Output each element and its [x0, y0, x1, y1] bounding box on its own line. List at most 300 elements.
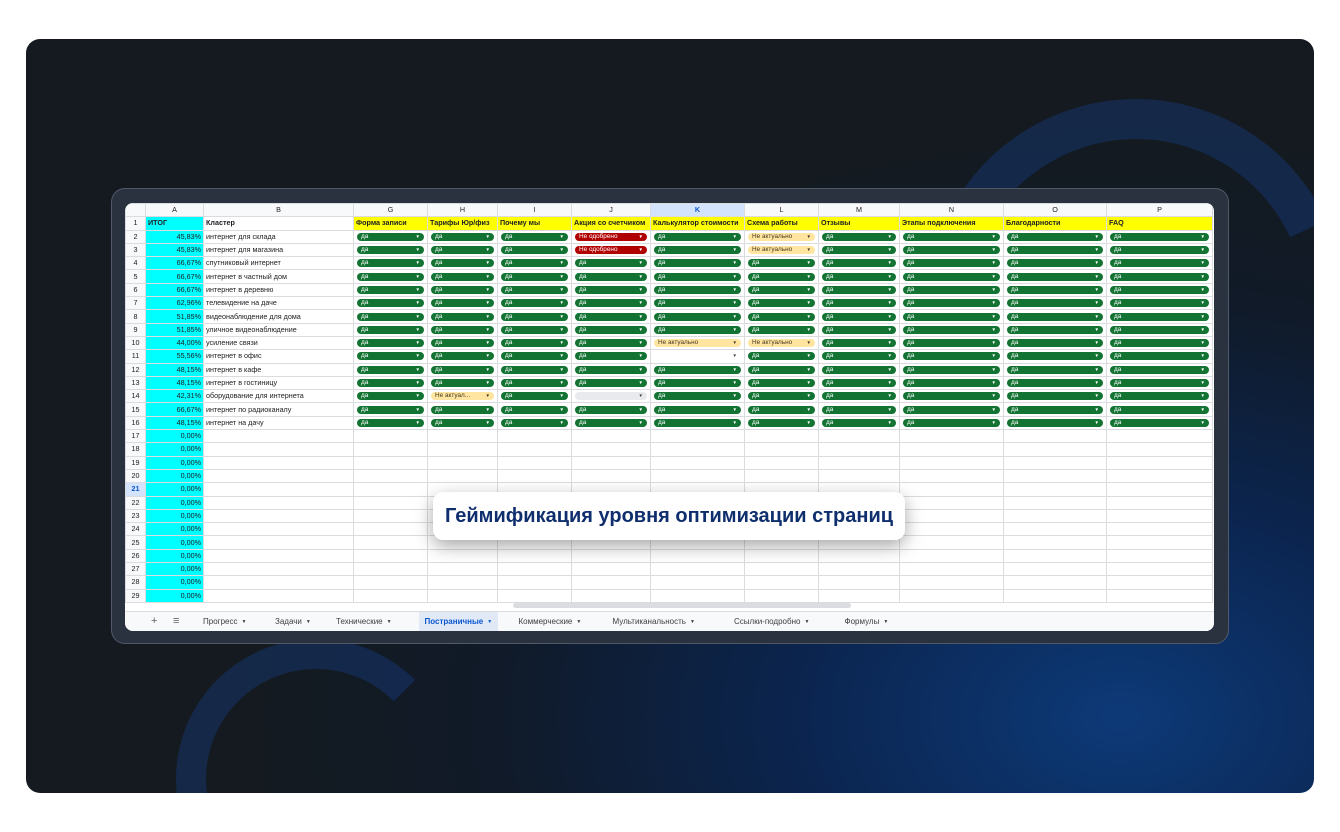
status-chip-yes[interactable]: да ▼ — [654, 406, 741, 414]
status-cell[interactable] — [498, 456, 572, 469]
status-chip-yes[interactable]: да ▼ — [654, 299, 741, 307]
status-cell[interactable] — [819, 416, 900, 429]
status-cell[interactable] — [745, 416, 819, 429]
status-cell[interactable] — [498, 390, 572, 403]
status-cell[interactable] — [498, 403, 572, 416]
status-chip-yes[interactable]: да ▼ — [431, 419, 494, 427]
status-cell[interactable] — [819, 589, 900, 602]
status-cell[interactable] — [900, 496, 1004, 509]
status-cell[interactable] — [354, 403, 428, 416]
status-chip-yes[interactable]: да ▼ — [575, 259, 647, 267]
status-chip-yes[interactable]: да ▼ — [1110, 233, 1209, 241]
status-cell[interactable] — [428, 416, 498, 429]
status-chip-yes[interactable]: да ▼ — [654, 326, 741, 334]
status-chip-yes[interactable]: да ▼ — [431, 352, 494, 360]
status-cell[interactable] — [900, 390, 1004, 403]
status-chip-yes[interactable]: да ▼ — [1007, 352, 1103, 360]
status-cell[interactable] — [1004, 483, 1107, 496]
status-cell[interactable] — [745, 297, 819, 310]
status-cell[interactable] — [572, 430, 651, 443]
status-cell[interactable] — [819, 430, 900, 443]
column-header-j[interactable]: J — [572, 204, 651, 217]
status-cell[interactable] — [819, 243, 900, 256]
status-cell[interactable] — [1004, 563, 1107, 576]
itog-cell[interactable]: 66,67% — [146, 257, 204, 270]
cluster-cell[interactable]: интернет для склада — [204, 230, 354, 243]
row-number[interactable]: 13 — [126, 376, 146, 389]
status-cell[interactable] — [651, 430, 745, 443]
status-cell[interactable] — [651, 469, 745, 482]
status-cell[interactable] — [354, 243, 428, 256]
status-chip-yes[interactable]: да ▼ — [1110, 246, 1209, 254]
status-chip-yes[interactable]: да ▼ — [903, 299, 1000, 307]
status-cell[interactable] — [354, 430, 428, 443]
row-number[interactable]: 15 — [126, 403, 146, 416]
status-chip-yes[interactable]: да ▼ — [575, 352, 647, 360]
status-cell[interactable] — [354, 270, 428, 283]
status-cell[interactable] — [428, 430, 498, 443]
status-chip-yes[interactable]: да ▼ — [822, 419, 896, 427]
horizontal-scrollbar[interactable] — [513, 603, 851, 608]
status-chip-yes[interactable]: да ▼ — [501, 246, 568, 254]
status-cell[interactable] — [819, 336, 900, 349]
sheet-tab[interactable] — [197, 612, 252, 631]
status-cell[interactable] — [745, 270, 819, 283]
status-cell[interactable] — [498, 589, 572, 602]
column-header-o[interactable]: O — [1004, 204, 1107, 217]
cluster-cell[interactable]: интернет в офис — [204, 350, 354, 363]
status-cell[interactable] — [1107, 323, 1213, 336]
status-chip-yes[interactable]: да ▼ — [903, 233, 1000, 241]
status-chip-yes[interactable]: да ▼ — [357, 259, 424, 267]
status-cell[interactable] — [651, 243, 745, 256]
status-cell[interactable] — [354, 323, 428, 336]
itog-cell[interactable]: 0,00% — [146, 509, 204, 522]
status-chip-yes[interactable]: да ▼ — [431, 233, 494, 241]
status-cell[interactable] — [1107, 350, 1213, 363]
status-cell[interactable] — [1107, 270, 1213, 283]
status-cell[interactable] — [428, 297, 498, 310]
status-cell[interactable] — [900, 270, 1004, 283]
status-chip-yes[interactable]: да ▼ — [575, 286, 647, 294]
status-cell[interactable] — [498, 336, 572, 349]
row-number[interactable]: 22 — [126, 496, 146, 509]
status-chip-yes[interactable]: да ▼ — [1007, 299, 1103, 307]
status-cell[interactable] — [354, 456, 428, 469]
status-cell[interactable] — [354, 536, 428, 549]
status-chip-yes[interactable]: да ▼ — [654, 379, 741, 387]
cluster-cell[interactable] — [204, 536, 354, 549]
status-chip-yes[interactable]: да ▼ — [575, 326, 647, 334]
status-chip-yes[interactable]: да ▼ — [501, 273, 568, 281]
status-cell[interactable] — [745, 443, 819, 456]
status-cell[interactable] — [354, 416, 428, 429]
status-chip-yes[interactable]: да ▼ — [431, 259, 494, 267]
status-cell[interactable] — [1107, 230, 1213, 243]
status-chip-yes[interactable]: да ▼ — [431, 246, 494, 254]
status-cell[interactable] — [428, 589, 498, 602]
status-chip-yes[interactable]: да ▼ — [1110, 299, 1209, 307]
status-cell[interactable] — [572, 403, 651, 416]
status-cell[interactable] — [354, 376, 428, 389]
chevron-down-icon[interactable]: ▼ — [305, 619, 311, 625]
status-chip-yes[interactable]: да ▼ — [501, 339, 568, 347]
status-cell[interactable] — [1004, 523, 1107, 536]
status-chip-yes[interactable]: да ▼ — [575, 379, 647, 387]
status-cell[interactable] — [900, 257, 1004, 270]
status-chip-not-actual[interactable]: Не актуально ▼ — [748, 233, 815, 241]
status-chip-yes[interactable]: да ▼ — [654, 273, 741, 281]
itog-cell[interactable]: 51,85% — [146, 310, 204, 323]
status-chip-yes[interactable]: да ▼ — [822, 233, 896, 241]
status-cell[interactable] — [572, 363, 651, 376]
status-cell[interactable] — [428, 469, 498, 482]
cluster-cell[interactable]: усиление связи — [204, 336, 354, 349]
status-chip-yes[interactable]: да ▼ — [748, 392, 815, 400]
status-cell[interactable] — [498, 350, 572, 363]
row-number[interactable]: 19 — [126, 456, 146, 469]
status-cell[interactable] — [498, 416, 572, 429]
chevron-down-icon[interactable]: ▼ — [689, 619, 695, 625]
status-cell[interactable] — [651, 390, 745, 403]
status-cell[interactable] — [1004, 297, 1107, 310]
status-chip-not-actual[interactable]: Не актуально ▼ — [654, 339, 741, 347]
status-cell[interactable] — [1004, 336, 1107, 349]
status-chip-not-actual[interactable]: Не актуал... ▼ — [431, 392, 494, 400]
column-header-l[interactable]: L — [745, 204, 819, 217]
status-cell[interactable] — [819, 469, 900, 482]
itog-cell[interactable]: 0,00% — [146, 549, 204, 562]
status-cell[interactable] — [1107, 297, 1213, 310]
cluster-cell[interactable] — [204, 563, 354, 576]
status-chip-yes[interactable]: да ▼ — [1110, 339, 1209, 347]
status-cell[interactable] — [745, 310, 819, 323]
status-cell[interactable] — [1107, 483, 1213, 496]
status-chip-yes[interactable]: да ▼ — [431, 313, 494, 321]
status-chip-yes[interactable]: да ▼ — [1110, 366, 1209, 374]
status-chip-yes[interactable]: да ▼ — [357, 313, 424, 321]
status-cell[interactable] — [900, 310, 1004, 323]
status-cell[interactable] — [428, 456, 498, 469]
cluster-cell[interactable]: интернет на дачу — [204, 416, 354, 429]
status-cell[interactable] — [498, 243, 572, 256]
status-cell[interactable] — [819, 443, 900, 456]
itog-cell[interactable]: 51,85% — [146, 323, 204, 336]
status-cell[interactable] — [745, 336, 819, 349]
itog-cell[interactable]: 45,83% — [146, 243, 204, 256]
status-chip-not-actual[interactable]: Не актуально ▼ — [748, 246, 815, 254]
status-chip-yes[interactable]: да ▼ — [654, 286, 741, 294]
status-cell[interactable] — [1107, 443, 1213, 456]
status-cell[interactable] — [572, 257, 651, 270]
status-cell[interactable] — [900, 403, 1004, 416]
status-cell[interactable] — [900, 363, 1004, 376]
status-chip-yes[interactable]: да ▼ — [357, 392, 424, 400]
status-chip-yes[interactable]: да ▼ — [431, 366, 494, 374]
status-chip-yes[interactable]: да ▼ — [1007, 273, 1103, 281]
status-chip-yes[interactable]: да ▼ — [748, 273, 815, 281]
status-cell[interactable] — [572, 297, 651, 310]
status-cell[interactable] — [900, 563, 1004, 576]
status-chip-yes[interactable]: да ▼ — [431, 326, 494, 334]
status-chip-yes[interactable]: да ▼ — [575, 406, 647, 414]
column-header-b[interactable]: B — [204, 204, 354, 217]
status-chip-yes[interactable]: да ▼ — [822, 246, 896, 254]
row-number[interactable]: 8 — [126, 310, 146, 323]
row-number[interactable]: 21 — [126, 483, 146, 496]
status-chip-yes[interactable]: да ▼ — [357, 366, 424, 374]
status-chip-yes[interactable]: да ▼ — [575, 313, 647, 321]
status-cell[interactable] — [572, 230, 651, 243]
itog-cell[interactable]: 45,83% — [146, 230, 204, 243]
status-cell[interactable] — [819, 230, 900, 243]
chevron-down-icon[interactable]: ▼ — [386, 619, 392, 625]
cluster-cell[interactable] — [204, 509, 354, 522]
status-chip-yes[interactable]: да ▼ — [822, 273, 896, 281]
status-chip-not-actual[interactable]: Не актуально ▼ — [748, 339, 815, 347]
cluster-cell[interactable] — [204, 496, 354, 509]
status-cell[interactable] — [1004, 443, 1107, 456]
status-chip-yes[interactable]: да ▼ — [1007, 259, 1103, 267]
itog-cell[interactable]: 66,67% — [146, 403, 204, 416]
status-chip-yes[interactable]: да ▼ — [903, 313, 1000, 321]
status-cell[interactable] — [745, 456, 819, 469]
status-cell[interactable] — [819, 576, 900, 589]
status-cell[interactable] — [1004, 376, 1107, 389]
status-cell[interactable] — [745, 576, 819, 589]
status-cell[interactable] — [900, 536, 1004, 549]
status-cell[interactable] — [651, 456, 745, 469]
status-cell[interactable] — [1004, 589, 1107, 602]
status-cell[interactable] — [900, 430, 1004, 443]
status-cell[interactable] — [1107, 403, 1213, 416]
status-chip-yes[interactable]: да ▼ — [501, 299, 568, 307]
status-chip-yes[interactable]: да ▼ — [501, 392, 568, 400]
status-cell[interactable] — [572, 443, 651, 456]
status-cell[interactable] — [428, 376, 498, 389]
status-cell[interactable] — [498, 270, 572, 283]
status-cell[interactable] — [900, 469, 1004, 482]
itog-cell[interactable]: 0,00% — [146, 589, 204, 602]
cluster-cell[interactable]: интернет для магазина — [204, 243, 354, 256]
cluster-cell[interactable] — [204, 456, 354, 469]
cluster-cell[interactable] — [204, 589, 354, 602]
status-cell[interactable] — [900, 283, 1004, 296]
sheet-tab[interactable] — [607, 612, 701, 631]
status-chip-yes[interactable]: да ▼ — [903, 326, 1000, 334]
status-cell[interactable] — [498, 376, 572, 389]
status-cell[interactable] — [498, 323, 572, 336]
status-cell[interactable] — [1004, 350, 1107, 363]
status-chip-yes[interactable]: да ▼ — [1007, 233, 1103, 241]
status-cell[interactable] — [354, 483, 428, 496]
status-chip-yes[interactable]: да ▼ — [822, 339, 896, 347]
cluster-cell[interactable] — [204, 523, 354, 536]
status-cell[interactable] — [1107, 469, 1213, 482]
status-cell[interactable] — [1004, 469, 1107, 482]
chevron-down-icon[interactable]: ▼ — [883, 619, 889, 625]
status-cell[interactable] — [651, 310, 745, 323]
status-cell[interactable] — [745, 257, 819, 270]
status-cell[interactable] — [498, 469, 572, 482]
status-cell[interactable] — [651, 323, 745, 336]
status-chip-yes[interactable]: да ▼ — [357, 352, 424, 360]
status-cell[interactable] — [1004, 390, 1107, 403]
status-cell[interactable] — [1004, 456, 1107, 469]
itog-cell[interactable]: 55,56% — [146, 350, 204, 363]
status-cell[interactable] — [745, 469, 819, 482]
status-cell[interactable] — [900, 350, 1004, 363]
status-cell[interactable] — [572, 310, 651, 323]
status-cell[interactable] — [354, 336, 428, 349]
cluster-cell[interactable]: интернет по радиоканалу — [204, 403, 354, 416]
status-chip-yes[interactable]: да ▼ — [501, 406, 568, 414]
status-cell[interactable] — [498, 257, 572, 270]
status-cell[interactable] — [428, 549, 498, 562]
row-number[interactable]: 18 — [126, 443, 146, 456]
status-cell[interactable] — [1004, 310, 1107, 323]
status-cell[interactable] — [354, 230, 428, 243]
status-cell[interactable] — [354, 523, 428, 536]
status-cell[interactable] — [745, 323, 819, 336]
status-cell[interactable] — [572, 589, 651, 602]
status-cell[interactable] — [428, 270, 498, 283]
status-cell[interactable] — [900, 523, 1004, 536]
row-number[interactable]: 27 — [126, 563, 146, 576]
status-cell[interactable] — [1004, 270, 1107, 283]
status-chip-yes[interactable]: да ▼ — [1110, 419, 1209, 427]
status-chip-yes[interactable]: да ▼ — [654, 259, 741, 267]
status-cell[interactable] — [1107, 416, 1213, 429]
cluster-cell[interactable]: оборудование для интернета — [204, 390, 354, 403]
status-chip-yes[interactable]: да ▼ — [903, 366, 1000, 374]
status-chip-yes[interactable]: да ▼ — [903, 246, 1000, 254]
row-number[interactable]: 7 — [126, 297, 146, 310]
status-cell[interactable] — [1107, 283, 1213, 296]
status-chip-yes[interactable]: да ▼ — [575, 339, 647, 347]
status-cell[interactable] — [572, 390, 651, 403]
status-chip-yes[interactable]: да ▼ — [822, 326, 896, 334]
status-chip-yes[interactable]: да ▼ — [357, 286, 424, 294]
status-chip-yes[interactable]: да ▼ — [431, 339, 494, 347]
status-chip-yes[interactable]: да ▼ — [903, 259, 1000, 267]
status-chip-empty[interactable] — [654, 352, 741, 360]
status-cell[interactable] — [819, 403, 900, 416]
status-cell[interactable] — [1107, 576, 1213, 589]
status-cell[interactable] — [745, 230, 819, 243]
status-cell[interactable] — [900, 297, 1004, 310]
status-chip-yes[interactable]: да ▼ — [822, 286, 896, 294]
status-cell[interactable] — [428, 336, 498, 349]
status-chip-yes[interactable]: да ▼ — [748, 352, 815, 360]
row-number[interactable]: 9 — [126, 323, 146, 336]
sheet-tab[interactable] — [513, 612, 588, 631]
status-cell[interactable] — [354, 509, 428, 522]
status-cell[interactable] — [1004, 230, 1107, 243]
status-cell[interactable] — [1004, 243, 1107, 256]
status-cell[interactable] — [1107, 336, 1213, 349]
status-chip-yes[interactable]: да ▼ — [575, 366, 647, 374]
status-cell[interactable] — [745, 549, 819, 562]
status-chip-yes[interactable]: да ▼ — [903, 352, 1000, 360]
status-cell[interactable] — [572, 336, 651, 349]
status-chip-yes[interactable]: да ▼ — [748, 379, 815, 387]
status-cell[interactable] — [900, 509, 1004, 522]
row-number[interactable]: 3 — [126, 243, 146, 256]
status-cell[interactable] — [572, 563, 651, 576]
status-cell[interactable] — [498, 230, 572, 243]
column-header-h[interactable]: H — [428, 204, 498, 217]
itog-cell[interactable]: 0,00% — [146, 443, 204, 456]
status-chip-yes[interactable]: да ▼ — [903, 406, 1000, 414]
status-cell[interactable] — [1004, 576, 1107, 589]
status-chip-yes[interactable]: да ▼ — [748, 299, 815, 307]
status-cell[interactable] — [354, 549, 428, 562]
itog-cell[interactable]: 66,67% — [146, 270, 204, 283]
status-cell[interactable] — [651, 576, 745, 589]
row-number[interactable]: 20 — [126, 469, 146, 482]
status-cell[interactable] — [900, 576, 1004, 589]
sheet-tab[interactable] — [269, 612, 317, 631]
status-cell[interactable] — [1004, 403, 1107, 416]
status-cell[interactable] — [1107, 563, 1213, 576]
status-cell[interactable] — [1004, 509, 1107, 522]
cluster-cell[interactable]: интернет в деревню — [204, 283, 354, 296]
status-cell[interactable] — [900, 416, 1004, 429]
column-header-g[interactable]: G — [354, 204, 428, 217]
status-cell[interactable] — [498, 576, 572, 589]
status-cell[interactable] — [651, 589, 745, 602]
status-cell[interactable] — [900, 443, 1004, 456]
status-cell[interactable] — [651, 443, 745, 456]
status-cell[interactable] — [428, 230, 498, 243]
status-cell[interactable] — [354, 283, 428, 296]
status-cell[interactable] — [900, 376, 1004, 389]
status-cell[interactable] — [745, 243, 819, 256]
status-cell[interactable] — [354, 390, 428, 403]
row-number[interactable]: 16 — [126, 416, 146, 429]
status-chip-yes[interactable]: да ▼ — [822, 366, 896, 374]
status-chip-yes[interactable]: да ▼ — [1007, 326, 1103, 334]
status-cell[interactable] — [651, 363, 745, 376]
status-chip-yes[interactable]: да ▼ — [903, 273, 1000, 281]
status-cell[interactable] — [428, 403, 498, 416]
status-cell[interactable] — [1004, 416, 1107, 429]
itog-cell[interactable]: 62,96% — [146, 297, 204, 310]
status-cell[interactable] — [745, 376, 819, 389]
status-chip-yes[interactable]: да ▼ — [357, 339, 424, 347]
status-chip-yes[interactable]: да ▼ — [357, 419, 424, 427]
status-cell[interactable] — [354, 363, 428, 376]
status-cell[interactable] — [572, 323, 651, 336]
column-header-m[interactable]: M — [819, 204, 900, 217]
sheet-tab[interactable] — [419, 612, 499, 631]
status-cell[interactable] — [819, 310, 900, 323]
status-cell[interactable] — [1004, 257, 1107, 270]
status-chip-yes[interactable]: да ▼ — [903, 392, 1000, 400]
status-cell[interactable] — [1107, 390, 1213, 403]
status-cell[interactable] — [572, 576, 651, 589]
status-cell[interactable] — [651, 336, 745, 349]
status-chip-yes[interactable]: да ▼ — [1110, 259, 1209, 267]
status-cell[interactable] — [651, 297, 745, 310]
status-chip-yes[interactable]: да ▼ — [654, 419, 741, 427]
all-sheets-icon[interactable]: ≡ — [173, 615, 180, 627]
status-cell[interactable] — [428, 563, 498, 576]
row-number[interactable]: 26 — [126, 549, 146, 562]
status-cell[interactable] — [745, 563, 819, 576]
status-chip-yes[interactable]: да ▼ — [501, 366, 568, 374]
